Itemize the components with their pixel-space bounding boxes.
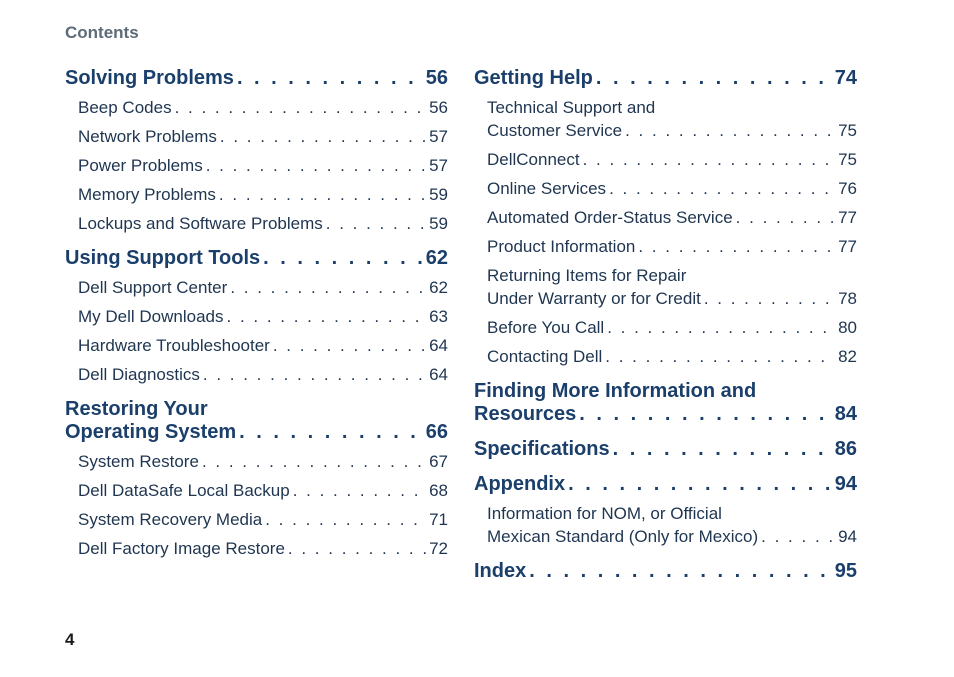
toc-entry-title: Before You Call <box>487 318 605 337</box>
toc-entry-title: Beep Codes <box>78 98 172 117</box>
dot-leader <box>202 450 426 473</box>
toc-section-appendix[interactable] <box>474 473 857 496</box>
toc-entry-page-number: 95 <box>834 560 857 582</box>
dot-leader <box>529 560 832 583</box>
toc-entry-title: Operating System <box>65 421 237 443</box>
toc-entry-page-number: 94 <box>834 473 857 495</box>
toc-entry-title: Power Problems <box>78 156 203 175</box>
dot-leader <box>613 438 832 461</box>
toc-section-operating-system[interactable] <box>65 398 448 444</box>
toc-entry-title: Hardware Troubleshooter <box>78 336 270 355</box>
toc-entry-title: Using Support Tools <box>65 247 261 269</box>
toc-entry-title-line: Information for NOM, or Official <box>487 504 722 523</box>
toc-entry-title: System Restore <box>78 452 199 471</box>
toc-entry-title: Appendix <box>474 473 566 495</box>
dot-leader <box>265 508 426 531</box>
dot-leader <box>736 206 835 229</box>
page-number: 4 <box>65 630 75 649</box>
toc-subsection-under-warranty-or-for-credit[interactable] <box>474 264 857 310</box>
dot-leader <box>583 148 835 171</box>
toc-entry-page-number: 64 <box>429 336 448 355</box>
toc-entry-page-number: 77 <box>838 237 857 256</box>
toc-left-column <box>65 63 448 560</box>
dot-leader <box>206 154 426 177</box>
toc-entry-title: Contacting Dell <box>487 347 603 366</box>
dot-leader <box>326 212 426 235</box>
toc-subsection-dell-support-center[interactable] <box>65 276 448 299</box>
toc-subsection-dellconnect[interactable] <box>474 148 857 171</box>
toc-entry-page-number: 77 <box>838 208 857 227</box>
toc-entry-page-number: 59 <box>429 185 448 204</box>
toc-entry-page-number: 78 <box>838 289 857 308</box>
toc-entry-title: Dell Diagnostics <box>78 365 200 384</box>
toc-section-index[interactable] <box>474 560 857 583</box>
toc-subsection-dell-datasafe-local-backup[interactable] <box>65 479 448 502</box>
toc-entry-page-number: 66 <box>425 421 448 443</box>
toc-subsection-system-restore[interactable] <box>65 450 448 473</box>
toc-entry-title: Memory Problems <box>78 185 216 204</box>
toc-entry-page-number: 62 <box>425 247 448 269</box>
dot-leader <box>293 479 426 502</box>
toc-section-resources[interactable] <box>474 380 857 426</box>
toc-entry-title: Online Services <box>487 179 607 198</box>
toc-entry-title: Lockups and Software Problems <box>78 214 323 233</box>
toc-entry-page-number: 57 <box>429 127 448 146</box>
toc-entry-page-number: 80 <box>838 318 857 337</box>
dot-leader <box>761 525 835 548</box>
toc-subsection-before-you-call[interactable] <box>474 316 857 339</box>
toc-subsection-online-services[interactable] <box>474 177 857 200</box>
toc-entry-page-number: 72 <box>429 539 448 558</box>
dot-leader <box>263 247 423 270</box>
dot-leader <box>607 316 835 339</box>
toc-entry-title: My Dell Downloads <box>78 307 224 326</box>
toc-subsection-dell-diagnostics[interactable] <box>65 363 448 386</box>
toc-subsection-network-problems[interactable] <box>65 125 448 148</box>
toc-entry-title-line: Finding More Information and <box>474 380 757 402</box>
toc-entry-title: Customer Service <box>487 121 623 140</box>
toc-entry-title-line: Restoring Your <box>65 398 208 420</box>
dot-leader <box>596 67 832 90</box>
toc-section-specifications[interactable] <box>474 438 857 461</box>
dot-leader <box>203 363 426 386</box>
toc-entry-title: Mexican Standard (Only for Mexico) <box>487 527 759 546</box>
toc-entry-title: Specifications <box>474 438 610 460</box>
dot-leader <box>625 119 835 142</box>
toc-subsection-system-recovery-media[interactable] <box>65 508 448 531</box>
toc-entry-title: Dell DataSafe Local Backup <box>78 481 290 500</box>
dot-leader <box>568 473 832 496</box>
toc-subsection-product-information[interactable] <box>474 235 857 258</box>
running-header: Contents <box>65 23 139 42</box>
toc-entry-title: Automated Order-Status Service <box>487 208 733 227</box>
toc-entry-title: Product Information <box>487 237 636 256</box>
toc-section-solving-problems[interactable] <box>65 67 448 90</box>
dot-leader <box>273 334 426 357</box>
toc-entry-page-number: 74 <box>834 67 857 89</box>
dot-leader <box>220 125 426 148</box>
toc-entry-page-number: 56 <box>425 67 448 89</box>
toc-subsection-my-dell-downloads[interactable] <box>65 305 448 328</box>
toc-entry-title: DellConnect <box>487 150 580 169</box>
toc-entry-title: System Recovery Media <box>78 510 263 529</box>
toc-entry-page-number: 94 <box>838 527 857 546</box>
toc-entry-page-number: 82 <box>838 347 857 366</box>
dot-leader <box>239 421 423 444</box>
dot-leader <box>230 276 426 299</box>
dot-leader <box>175 96 427 119</box>
toc-subsection-customer-service[interactable] <box>474 96 857 142</box>
toc-entry-title: Getting Help <box>474 67 593 89</box>
toc-entry-title: Solving Problems <box>65 67 234 89</box>
toc-subsection-power-problems[interactable] <box>65 154 448 177</box>
toc-entry-page-number: 75 <box>838 121 857 140</box>
toc-subsection-memory-problems[interactable] <box>65 183 448 206</box>
dot-leader <box>219 183 426 206</box>
toc-entry-title-line: Returning Items for Repair <box>487 266 687 285</box>
toc-entry-page-number: 84 <box>834 403 857 425</box>
toc-entry-page-number: 68 <box>429 481 448 500</box>
toc-entry-page-number: 67 <box>429 452 448 471</box>
toc-section-using-support-tools[interactable] <box>65 247 448 270</box>
toc-entry-page-number: 71 <box>429 510 448 529</box>
toc-subsection-lockups-and-software-problems[interactable] <box>65 212 448 235</box>
toc-entry-page-number: 62 <box>429 278 448 297</box>
toc-entry-page-number: 56 <box>429 98 448 117</box>
toc-subsection-beep-codes[interactable] <box>65 96 448 119</box>
dot-leader <box>227 305 427 328</box>
dot-leader <box>288 537 426 560</box>
toc-entry-page-number: 64 <box>429 365 448 384</box>
dot-leader <box>609 177 835 200</box>
toc-right-column <box>474 63 857 583</box>
dot-leader <box>704 287 835 310</box>
toc-entry-title-line: Technical Support and <box>487 98 656 117</box>
dot-leader <box>237 67 423 90</box>
toc-subsection-contacting-dell[interactable] <box>474 345 857 368</box>
toc-entry-page-number: 86 <box>834 438 857 460</box>
toc-entry-page-number: 59 <box>429 214 448 233</box>
toc-entry-title: Dell Support Center <box>78 278 228 297</box>
toc-section-getting-help[interactable] <box>474 67 857 90</box>
toc-entry-title: Under Warranty or for Credit <box>487 289 701 308</box>
toc-entry-page-number: 75 <box>838 150 857 169</box>
toc-subsection-hardware-troubleshooter[interactable] <box>65 334 448 357</box>
toc-entry-title: Resources <box>474 403 577 425</box>
toc-entry-page-number: 57 <box>429 156 448 175</box>
toc-subsection-mexican-standard-only-for-mexico[interactable] <box>474 502 857 548</box>
toc-subsection-automated-order-status-service[interactable] <box>474 206 857 229</box>
toc-entry-title: Network Problems <box>78 127 217 146</box>
toc-subsection-dell-factory-image-restore[interactable] <box>65 537 448 560</box>
toc-entry-title: Dell Factory Image Restore <box>78 539 285 558</box>
toc-entry-page-number: 63 <box>429 307 448 326</box>
toc-entry-title: Index <box>474 560 527 582</box>
toc-entry-page-number: 76 <box>838 179 857 198</box>
dot-leader <box>638 235 835 258</box>
dot-leader <box>579 403 831 426</box>
dot-leader <box>605 345 835 368</box>
